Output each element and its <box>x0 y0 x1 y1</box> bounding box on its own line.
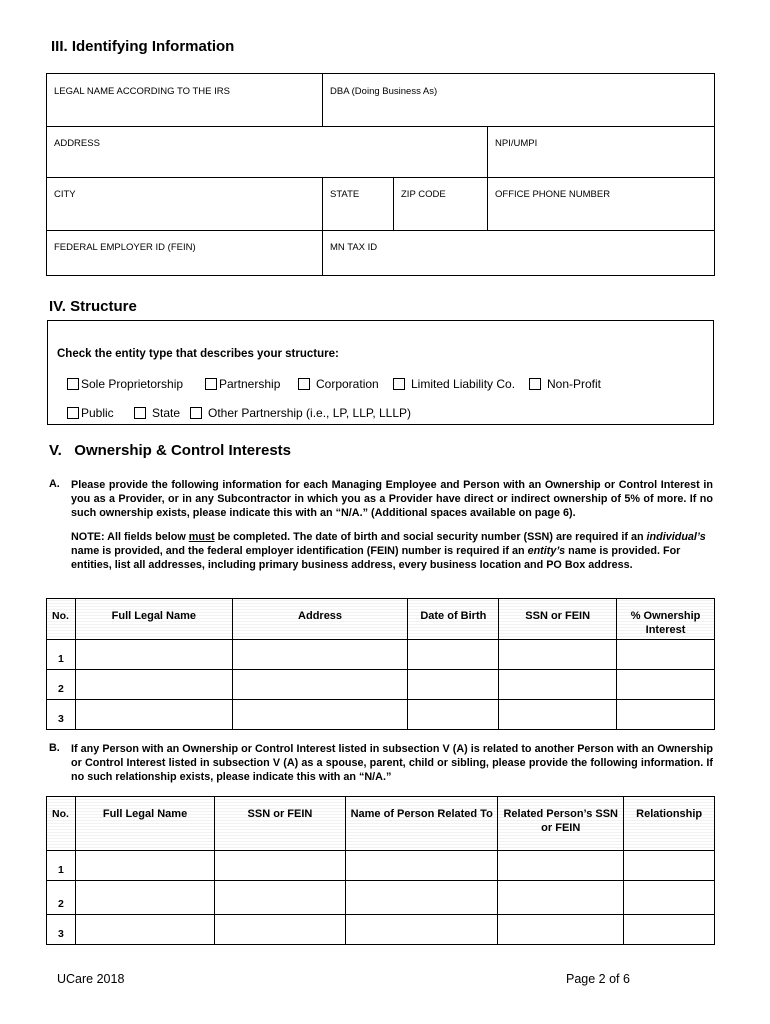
structure-prompt: Check the entity type that describes your structure: <box>57 348 339 360</box>
cell-input[interactable] <box>346 915 498 945</box>
fein-field[interactable]: FEDERAL EMPLOYER ID (FEIN) <box>54 242 196 253</box>
cell-input[interactable] <box>346 851 498 881</box>
cell-input[interactable] <box>408 670 499 700</box>
subsection-b-marker: B. <box>49 742 60 754</box>
option-llc[interactable]: Limited Liability Co. <box>393 377 515 391</box>
col-date-of-birth: Date of Birth <box>408 599 499 640</box>
subsection-a-marker: A. <box>49 478 60 490</box>
npi-field[interactable]: NPI/UMPI <box>495 138 538 149</box>
zip-field[interactable]: ZIP CODE <box>401 189 446 200</box>
cell-input[interactable] <box>76 915 214 945</box>
col-relationship: Relationship <box>624 797 715 851</box>
col-ssn-fein: SSN or FEIN <box>214 797 346 851</box>
checkbox[interactable] <box>393 378 405 390</box>
note-text: NOTE: All fields below must be completed. The date of birth and social security number (SSN) are required if an individual’s name is provided, and the federal employer identification (FEIN) number is required if an entity’s name is provided. For entities, list all addresses, including primary business address, every business location and PO Box address. <box>71 531 706 571</box>
table-row <box>47 670 715 700</box>
cell-input[interactable] <box>232 700 408 730</box>
checkbox[interactable] <box>298 378 310 390</box>
subsection-b-text: If any Person with an Ownership or Control Interest listed in subsection V (A) is related to another Person with an Ownership or Control Interest listed in subsection V (A) as a spouse, parent, child or sibling, please provide the following information. If no such relationship exists, please indicate this with an “N/A.” <box>71 743 713 783</box>
col-related-person-ssn: Related Person’s SSN or FEIN <box>498 797 624 851</box>
cell-input[interactable] <box>499 700 617 730</box>
table-row <box>47 640 715 670</box>
state-field[interactable]: STATE <box>330 189 360 200</box>
footer-left: UCare 2018 <box>57 972 125 986</box>
cell-input[interactable] <box>214 881 346 915</box>
cell-input[interactable] <box>617 670 715 700</box>
table-row <box>47 915 715 945</box>
cell-input[interactable] <box>498 881 624 915</box>
cell-input[interactable] <box>617 700 715 730</box>
cell-input[interactable] <box>214 915 346 945</box>
col-address: Address <box>232 599 408 640</box>
option-partnership[interactable]: Partnership <box>205 377 280 391</box>
col-full-legal-name: Full Legal Name <box>76 797 214 851</box>
dba-field[interactable]: DBA (Doing Business As) <box>330 86 438 97</box>
col-ssn-fein: SSN or FEIN <box>499 599 617 640</box>
row-number: 1 <box>47 640 76 670</box>
option-sole-proprietorship[interactable]: Sole Proprietorship <box>67 377 183 391</box>
cell-input[interactable] <box>76 851 214 881</box>
section-5-title: V. Ownership & Control Interests <box>49 442 291 459</box>
checkbox[interactable] <box>134 407 146 419</box>
cell-input[interactable] <box>624 881 715 915</box>
option-other-partnership[interactable]: Other Partnership (i.e., LP, LLP, LLLP) <box>190 406 411 420</box>
cell-input[interactable] <box>498 851 624 881</box>
cell-input[interactable] <box>75 670 232 700</box>
checkbox[interactable] <box>190 407 202 419</box>
cell-input[interactable] <box>624 851 715 881</box>
relationship-table <box>46 796 715 945</box>
cell-input[interactable] <box>499 670 617 700</box>
cell-input[interactable] <box>232 640 408 670</box>
row-number: 3 <box>47 915 76 945</box>
checkbox[interactable] <box>205 378 217 390</box>
cell-input[interactable] <box>499 640 617 670</box>
cell-input[interactable] <box>408 700 499 730</box>
section-4-title: IV. Structure <box>49 298 137 315</box>
col-no: No. <box>47 599 76 640</box>
col-ownership-interest: % Ownership Interest <box>617 599 715 640</box>
checkbox[interactable] <box>67 378 79 390</box>
col-full-legal-name: Full Legal Name <box>75 599 232 640</box>
legal-name-field[interactable]: LEGAL NAME ACCORDING TO THE IRS <box>54 86 230 97</box>
option-non-profit[interactable]: Non-Profit <box>529 377 601 391</box>
ownership-table <box>46 598 715 730</box>
cell-input[interactable] <box>75 640 232 670</box>
subsection-a-text: Please provide the following information for each Managing Employee and Person with an Ownership or Control Interest in you as a Provider, or in any Subcontractor in which you as a Provider have direct or indirect ownership of 5% of more. If no such ownership exists, please indicate this with an “N/A.” (Additional spaces available on page 6). <box>71 479 713 519</box>
cell-input[interactable] <box>617 640 715 670</box>
col-no: No. <box>47 797 76 851</box>
cell-input[interactable] <box>346 881 498 915</box>
option-corporation[interactable]: Corporation <box>298 377 379 391</box>
section-3-title: III. Identifying Information <box>51 38 235 55</box>
phone-field[interactable]: OFFICE PHONE NUMBER <box>495 189 611 200</box>
row-number: 1 <box>47 851 76 881</box>
table-row <box>47 881 715 915</box>
col-name-of-person-related: Name of Person Related To <box>346 797 498 851</box>
checkbox[interactable] <box>529 378 541 390</box>
cell-input[interactable] <box>76 881 214 915</box>
structure-box <box>47 320 714 425</box>
cell-input[interactable] <box>498 915 624 945</box>
option-state[interactable]: State <box>134 406 180 420</box>
cell-input[interactable] <box>214 851 346 881</box>
cell-input[interactable] <box>408 640 499 670</box>
option-public[interactable]: Public <box>67 406 114 420</box>
address-field[interactable]: ADDRESS <box>54 138 100 149</box>
page-number: Page 2 of 6 <box>566 972 630 986</box>
cell-input[interactable] <box>75 700 232 730</box>
mn-tax-field[interactable]: MN TAX ID <box>330 242 378 253</box>
row-number: 2 <box>47 670 76 700</box>
cell-input[interactable] <box>232 670 408 700</box>
table-row <box>47 851 715 881</box>
row-number: 3 <box>47 700 76 730</box>
table-row <box>47 700 715 730</box>
row-number: 2 <box>47 881 76 915</box>
city-field[interactable]: CITY <box>54 189 76 200</box>
cell-input[interactable] <box>624 915 715 945</box>
checkbox[interactable] <box>67 407 79 419</box>
